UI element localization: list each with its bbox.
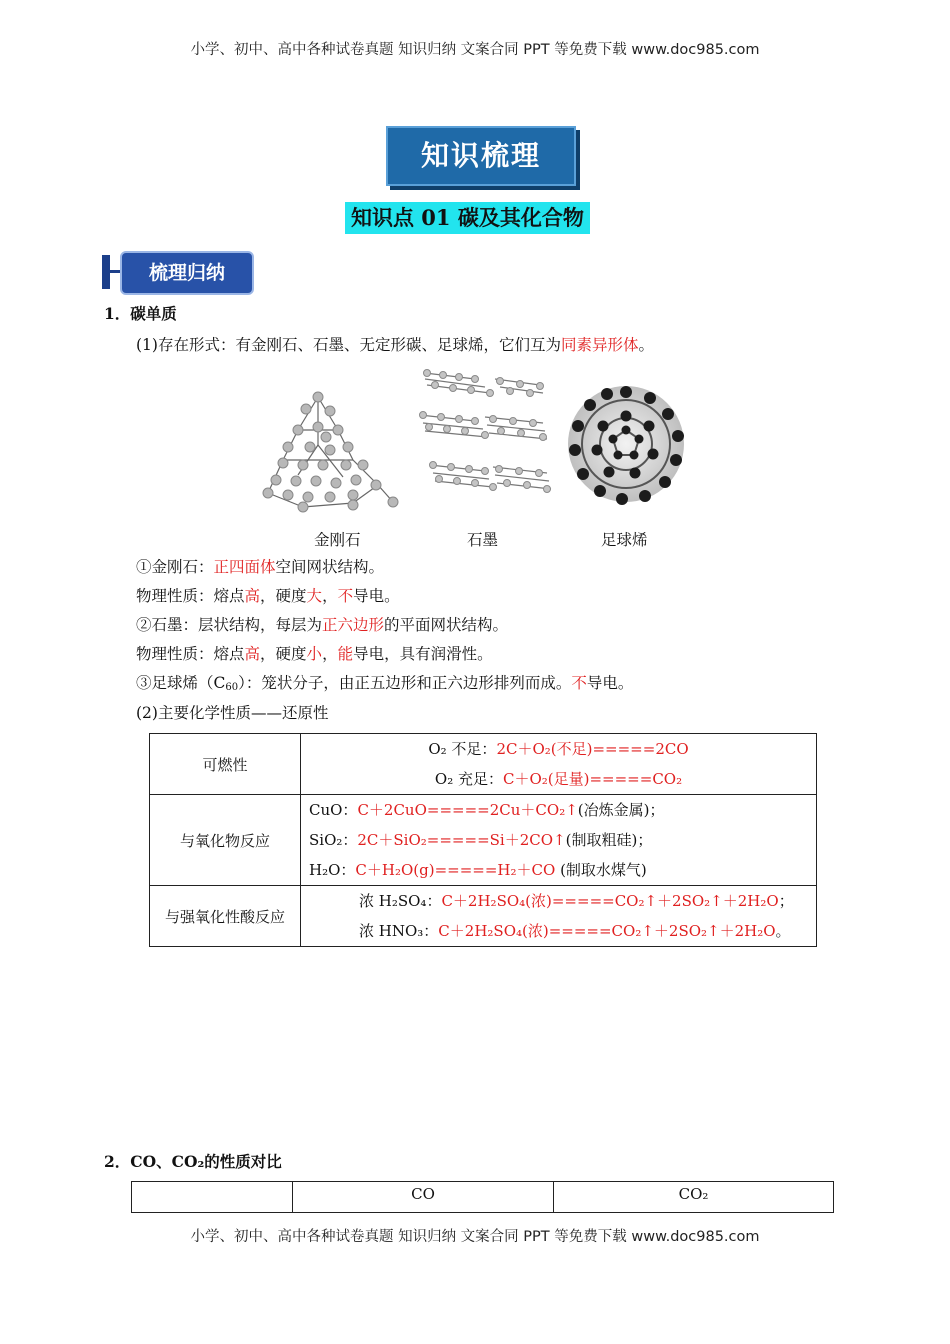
caption-graphite: 石墨 [467,531,499,549]
header-co: CO [293,1182,554,1213]
section-tag-label: 梳理归纳 [120,251,254,295]
section-tag [102,251,252,293]
page-header: 小学、初中、高中各种试卷真题 知识归纳 文案合同 PPT 等免费下载 www.doc985.com [190,42,760,58]
table-row [150,886,817,947]
graphite-structure-image [415,365,555,507]
table-header-row [132,1182,834,1213]
section-banner: 知识梳理 [386,126,576,186]
header-empty [132,1182,293,1213]
s2-title: 2．CO、CO₂的性质对比 [104,1152,282,1171]
combustion-sufficient-o2: O₂ 充足：C＋O₂(足量)=====CO₂ [434,770,683,788]
combustion-insufficient-o2: O₂ 不足：2C＋O₂(不足)=====2CO [428,740,689,758]
header-co2: CO₂ [554,1182,834,1213]
s1-line1: (1)存在形式：有金刚石、石墨、无定形碳、足球烯，它们互为同素异形体。 [136,336,654,354]
fullerene-structure-image [567,378,685,508]
table-row [150,795,817,886]
s1-title: 1．碳单质 [104,304,177,323]
reaction-hno3: 浓 HNO₃：C＋2H₂SO₄(浓)=====CO₂↑＋2SO₂↑＋2H₂O。 [359,922,791,940]
diamond-structure-text: ①金刚石：正四面体空间网状结构。 [136,558,385,576]
caption-diamond: 金刚石 [314,531,361,549]
caption-fullerene: 足球烯 [601,531,648,549]
knowledge-point-title: 知识点 01 碳及其化合物 [345,202,590,234]
table-row [150,734,817,795]
reaction-sio2: SiO₂：2C＋SiO₂=====Si＋2CO↑(制取粗硅)； [309,831,653,849]
row-label-oxidizing-acids: 与强氧化性酸反应 [150,886,301,947]
co-co2-comparison-table [131,1181,834,1213]
diamond-structure-image [258,385,406,520]
graphite-properties: 物理性质：熔点高，硬度小，能导电，具有润滑性。 [136,645,493,663]
reaction-h2o: H₂O：C＋H₂O(g)=====H₂＋CO (制取水煤气) [309,861,647,879]
reaction-cuo: CuO：C＋2CuO=====2Cu＋CO₂↑(冶炼金属)； [309,801,665,819]
reducibility-table [149,733,817,947]
diamond-properties: 物理性质：熔点高，硬度大，不导电。 [136,587,400,605]
reaction-h2so4: 浓 H₂SO₄：C＋2H₂SO₄(浓)=====CO₂↑＋2SO₂↑＋2H₂O； [359,892,794,910]
row-label-oxides: 与氧化物反应 [150,795,301,886]
fullerene-text: ③足球烯$(C_{60})$：笼状分子，由正五边形和正六边形排列而成。不导电。 [136,674,634,693]
row-label-combustion: 可燃性 [150,734,301,795]
graphite-structure-text: ②石墨：层状结构，每层为正六边形的平面网状结构。 [136,616,509,634]
page-footer: 小学、初中、高中各种试卷真题 知识归纳 文案合同 PPT 等免费下载 www.doc985.com [190,1229,760,1245]
chem-properties-title: (2)主要化学性质——还原性 [136,704,329,722]
